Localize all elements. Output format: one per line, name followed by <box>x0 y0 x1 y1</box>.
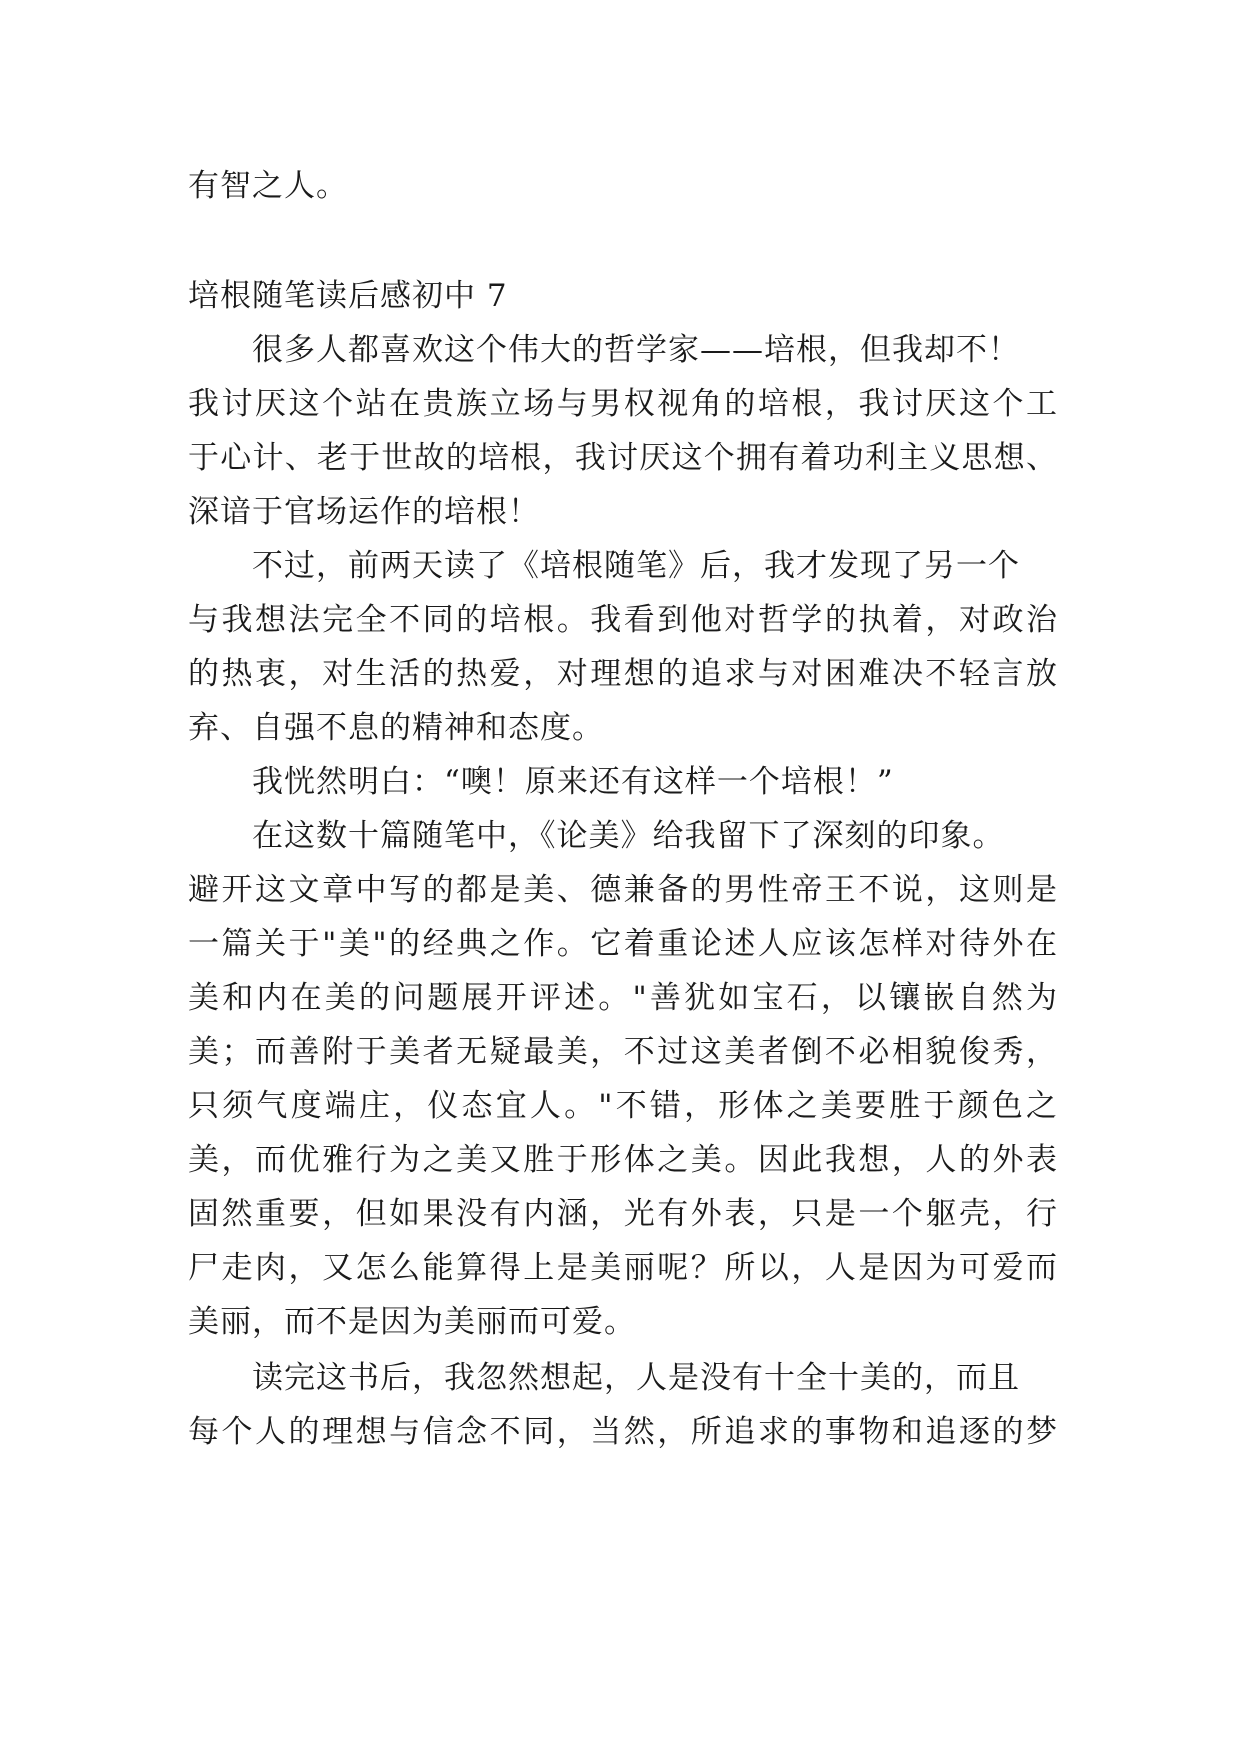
paragraph-line: 美；而善附于美者无疑最美，不过这美者倒不必相貌俊秀， <box>188 1034 1058 1070</box>
paragraph-line: 不过，前两天读了《培根随笔》后，我才发现了另一个 <box>188 548 1020 584</box>
paragraph-line: 固然重要，但如果没有内涵，光有外表，只是一个躯壳，行 <box>188 1196 1058 1232</box>
paragraph-line: 每个人的理想与信念不同，当然，所追求的事物和追逐的梦 <box>188 1414 1058 1450</box>
fragment-line: 有智之人。 <box>188 168 348 204</box>
paragraph-line: 与我想法完全不同的培根。我看到他对哲学的执着，对政治 <box>188 602 1058 638</box>
paragraph-line: 弃、自强不息的精神和态度。 <box>188 710 604 746</box>
paragraph-line: 于心计、老于世故的培根，我讨厌这个拥有着功利主义思想、 <box>188 440 1058 476</box>
paragraph-line: 美，而优雅行为之美又胜于形体之美。因此我想，人的外表 <box>188 1142 1058 1178</box>
paragraph-line: 避开这文章中写的都是美、德兼备的男性帝王不说，这则是 <box>188 872 1058 908</box>
paragraph-line: 一篇关于"美"的经典之作。它着重论述人应该怎样对待外在 <box>188 926 1058 962</box>
paragraph-line: 美丽，而不是因为美丽而可爱。 <box>188 1304 636 1340</box>
paragraph-line: 我恍然明白：“噢！原来还有这样一个培根！” <box>188 764 894 800</box>
paragraph-line: 读完这书后，我忽然想起，人是没有十全十美的，而且 <box>188 1360 1020 1396</box>
paragraph-line: 深谙于官场运作的培根！ <box>188 494 540 530</box>
paragraph-line: 只须气度端庄，仪态宜人。"不错，形体之美要胜于颜色之 <box>188 1088 1058 1124</box>
paragraph-line: 在这数十篇随笔中，《论美》给我留下了深刻的印象。 <box>188 818 1005 854</box>
paragraph-line: 尸走肉，又怎么能算得上是美丽呢？所以，人是因为可爱而 <box>188 1250 1058 1286</box>
paragraph-line: 的热衷，对生活的热爱，对理想的追求与对困难决不轻言放 <box>188 656 1058 692</box>
section-heading: 培根随笔读后感初中 7 <box>188 278 508 314</box>
paragraph-line: 很多人都喜欢这个伟大的哲学家——培根，但我却不！ <box>188 332 1020 368</box>
paragraph-line: 美和内在美的问题展开评述。"善犹如宝石，以镶嵌自然为 <box>188 980 1058 1016</box>
paragraph-line: 我讨厌这个站在贵族立场与男权视角的培根，我讨厌这个工 <box>188 386 1058 422</box>
